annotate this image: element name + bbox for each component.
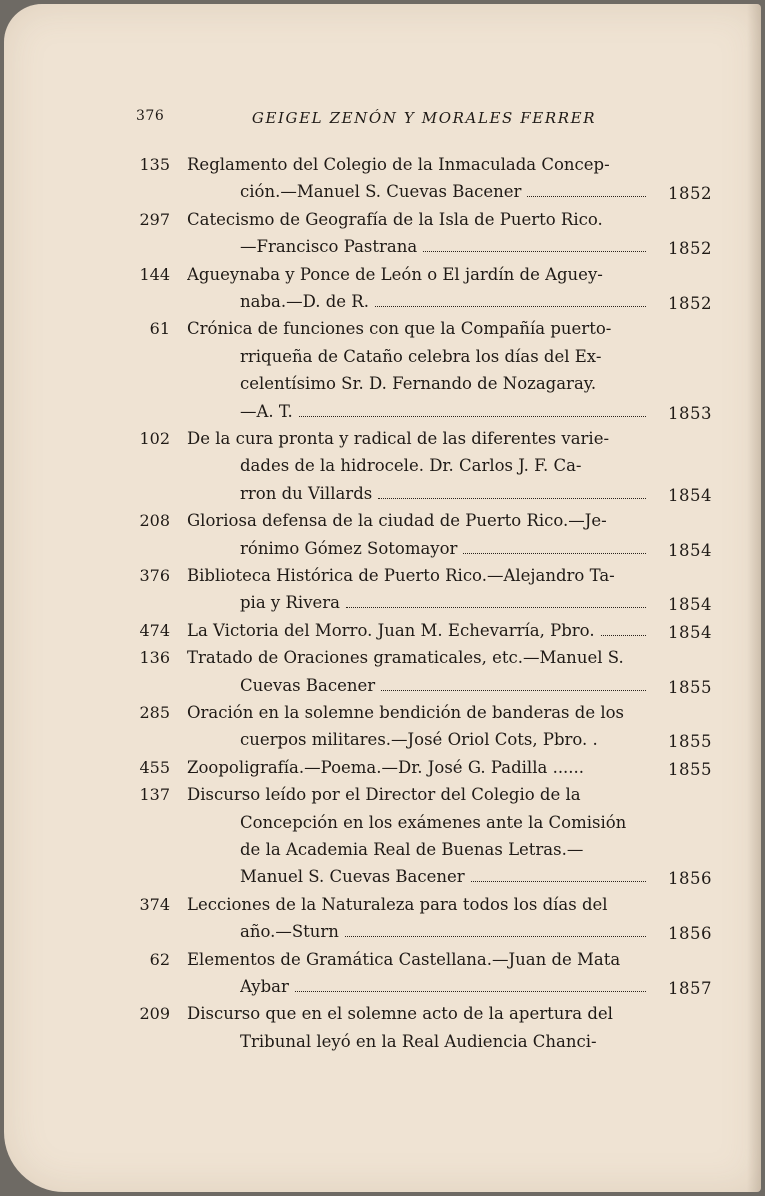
entry-year: 1852: [668, 239, 712, 259]
entry-year: 1852: [668, 293, 712, 313]
entry-number: 61: [149, 319, 170, 339]
entry-continuation-line: [240, 182, 650, 201]
entry-number: 376: [139, 566, 170, 585]
entry-title-line: [187, 703, 624, 722]
entry-title-line: [187, 950, 620, 969]
entry-text: año.—Sturn: [240, 922, 339, 942]
entry-year: 1855: [668, 732, 712, 752]
entry-text: Aybar: [240, 976, 289, 996]
entry-year: 1857: [668, 978, 712, 998]
entry-title-line: [187, 319, 611, 338]
entry-continuation-line: [240, 676, 650, 695]
entry-text: Crónica de funciones con que la Compañía puerto-: [187, 319, 612, 339]
entry-text: rónimo Gómez Sotomayor: [240, 538, 458, 558]
entry-title-line: [187, 648, 624, 667]
entry-continuation-line: [240, 922, 650, 941]
entry-number: 474: [139, 620, 170, 640]
entry-number: 374: [139, 894, 170, 914]
entry-text: Gloriosa defensa de la ciudad de Puerto Rico.—Je-: [187, 511, 607, 531]
entry-text: rriqueña de Cataño celebra los días del Ex-: [240, 346, 602, 366]
entry-text: Reglamento del Colegio de la Inmaculada Concep-: [187, 155, 610, 174]
entry-continuation-line: [240, 1032, 597, 1051]
entry-title-line: [187, 511, 607, 530]
dot-leader: [375, 305, 646, 307]
book-page: [4, 4, 761, 1192]
entry-continuation-line: [240, 977, 650, 996]
entry-text: Cuevas Bacener: [240, 675, 376, 695]
dot-leader: [295, 990, 646, 992]
entry-text: Tratado de Oraciones gramaticales, etc.—Manuel S.: [187, 648, 624, 668]
entry-number: 136: [139, 648, 170, 668]
entry-title-line: [187, 621, 650, 640]
entry-number: 209: [139, 1004, 170, 1024]
entry-title-line: [187, 429, 609, 448]
entry-text: Zoopoligrafía.—Poema.—Dr. José G. Padilla ......: [187, 757, 585, 777]
dot-leader: [299, 415, 646, 417]
entry-text: Agueynaba y Ponce de León o El jardín de Aguey-: [187, 264, 603, 284]
entry-continuation-line: [240, 292, 650, 311]
entry-continuation-line: [240, 347, 601, 366]
entry-year: 1853: [668, 403, 712, 423]
entry-year: 1856: [668, 869, 712, 889]
dot-leader: [527, 195, 646, 197]
page-edge-shadow: [747, 4, 761, 1192]
entry-year: 1854: [668, 540, 712, 560]
entry-year: 1856: [668, 924, 712, 944]
entry-text: rron du Villards: [240, 483, 373, 503]
entry-text: —A. T.: [240, 401, 293, 421]
entry-number: 102: [139, 429, 170, 448]
dot-leader: [471, 880, 646, 882]
entry-text: Concepción en los exámenes ante la Comisión: [240, 812, 627, 832]
entry-text: celentísimo Sr. D. Fernando de Nozagaray.: [240, 374, 597, 394]
entry-text: Lecciones de la Naturaleza para todos los días del: [187, 894, 608, 914]
dot-leader: [381, 689, 646, 691]
entry-number: 208: [139, 511, 170, 531]
entry-continuation-line: [240, 237, 650, 256]
entry-continuation-line: [240, 593, 650, 612]
entry-number: 62: [149, 949, 170, 969]
entry-text: cuerpos militares.—José Oriol Cots, Pbro. .: [240, 730, 598, 750]
entry-text: De la cura pronta y radical de las diferentes varie-: [187, 429, 610, 448]
entry-title-line: [187, 155, 610, 174]
entry-continuation-line: [240, 813, 626, 832]
entry-continuation-line: [240, 484, 650, 503]
entry-text: naba.—D. de R.: [240, 291, 369, 311]
entry-continuation-line: [240, 840, 583, 859]
entry-title-line: [187, 265, 603, 284]
entry-continuation-line: [240, 456, 582, 475]
entry-text: Manuel S. Cuevas Bacener: [240, 867, 465, 887]
entry-title-line: [187, 1004, 613, 1023]
entry-continuation-line: [240, 867, 650, 886]
entry-title-line: [187, 566, 615, 585]
entry-text: Tribunal leyó en la Real Audiencia Chanci-: [240, 1031, 597, 1051]
entry-year: 1854: [668, 485, 712, 505]
dot-leader: [378, 497, 646, 499]
entry-year: 1854: [668, 595, 712, 615]
dot-leader: [601, 634, 646, 636]
entry-text: pia y Rivera: [240, 593, 340, 613]
dot-leader: [346, 606, 646, 608]
entry-text: Catecismo de Geografía de la Isla de Puerto Rico.: [187, 209, 603, 229]
entry-text: Elementos de Gramática Castellana.—Juan de Mata: [187, 949, 621, 969]
entry-title-line: [187, 785, 581, 804]
entry-text: Discurso leído por el Director del Colegio de la: [187, 785, 581, 805]
entry-number: 144: [139, 264, 170, 284]
entry-year: 1854: [668, 622, 712, 642]
entry-title-line: [187, 758, 584, 777]
entry-text: de la Academia Real de Buenas Letras.—: [240, 839, 584, 859]
entry-number: 137: [139, 785, 170, 805]
running-head: GEIGEL ZENÓN Y MORALES FERRER: [251, 109, 597, 127]
entry-title-line: [187, 210, 603, 229]
entry-continuation-line: [240, 539, 650, 558]
entry-text: dades de la hidrocele. Dr. Carlos J. F. Ca-: [240, 456, 582, 476]
entry-continuation-line: [240, 402, 650, 421]
entry-year: 1855: [668, 677, 712, 697]
entry-continuation-line: [240, 374, 596, 393]
entry-number: 135: [139, 155, 170, 174]
entry-text: ción.—Manuel S. Cuevas Bacener: [240, 182, 522, 202]
entry-text: —Francisco Pastrana: [240, 237, 418, 257]
entry-number: 455: [139, 757, 170, 777]
entry-year: 1855: [668, 759, 712, 779]
entry-text: Oración en la solemne bendición de banderas de los: [187, 703, 625, 722]
entry-text: La Victoria del Morro. Juan M. Echevarría, Pbro.: [187, 620, 595, 640]
entry-year: 1852: [668, 184, 712, 204]
dot-leader: [345, 935, 646, 937]
entry-continuation-line: [240, 730, 598, 749]
dot-leader: [463, 552, 646, 554]
entry-text: Biblioteca Histórica de Puerto Rico.—Alejandro Ta-: [187, 566, 615, 585]
entry-text: Discurso que en el solemne acto de la apertura del: [187, 1004, 613, 1024]
page-number: 376: [136, 108, 165, 124]
dot-leader: [423, 250, 646, 252]
entry-title-line: [187, 895, 608, 914]
entry-number: 285: [139, 703, 170, 722]
entry-number: 297: [139, 209, 170, 229]
